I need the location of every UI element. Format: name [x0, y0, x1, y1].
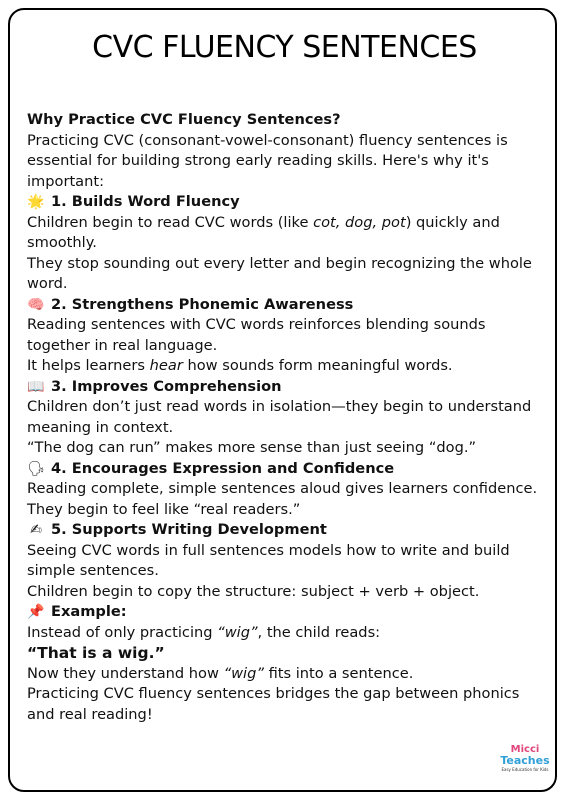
section-writing-development [27, 520, 547, 602]
section-text: “The dog can run” makes more sense than just seeing “dog.” [27, 439, 477, 456]
section-phonemic-awareness [27, 295, 547, 377]
section-text: Children don’t just read words in isolation—they begin to understand meaning in context. [27, 398, 532, 436]
speaking-head-icon: 🗣 [27, 460, 45, 477]
example-word: “wig” [217, 623, 258, 641]
emphasis-word: hear [149, 357, 183, 374]
intro-paragraph: Practicing CVC (consonant-vowel-consonant) fluency sentences is essential for building strong early reading skills. Here's why it's important: [27, 131, 508, 190]
star-icon: 🌟 [27, 194, 45, 211]
section-text: Reading complete, simple sentences aloud gives learners confidence. [27, 480, 538, 497]
logo-tagline: Easy Education for Kids [501, 767, 549, 772]
section-heading: 3. Improves Comprehension [51, 377, 282, 395]
example-quote: “That is a wig.” [27, 644, 165, 662]
example-words: cot, dog, pot [313, 213, 406, 231]
section-text: They stop sounding out every letter and begin recognizing the whole word. [27, 254, 532, 292]
example-text: Instead of only practicing “wig”, the child reads: [27, 623, 381, 641]
example-word: “wig” [223, 664, 264, 682]
section-text: Children begin to copy the structure: subject + verb + object. [27, 582, 480, 600]
article-body [27, 110, 547, 725]
example-heading: Example: [51, 603, 127, 620]
section-expression-confidence [27, 459, 547, 521]
book-icon: 📖 [27, 378, 45, 395]
section-text: Children begin to read CVC words (like cot, dog, pot) quickly and smoothly. [27, 213, 500, 251]
section-text: It helps learners hear how sounds form meaningful words. [27, 357, 453, 374]
writing-hand-icon: ✍ [30, 522, 42, 539]
logo-line-2: Teaches [500, 754, 550, 767]
brain-icon: 🧠 [27, 296, 45, 313]
section-heading: 2. Strengthens Phonemic Awareness [51, 295, 354, 313]
closing-text: Practicing CVC fluency sentences bridges the gap between phonics and real reading! [27, 685, 520, 723]
section-text: Seeing CVC words in full sentences models how to write and build simple sentences. [27, 541, 510, 579]
section-builds-word-fluency [27, 192, 547, 295]
logo-line-1: Micci [510, 744, 540, 755]
micci-teaches-logo [497, 744, 553, 788]
section-example [27, 602, 547, 725]
section-heading: 1. Builds Word Fluency [51, 193, 240, 210]
intro-heading: Why Practice CVC Fluency Sentences? [27, 111, 341, 128]
example-text: Now they understand how “wig” fits into a sentence. [27, 664, 414, 682]
section-comprehension [27, 377, 547, 459]
page-title: CVC FLUENCY SENTENCES [92, 30, 477, 65]
pushpin-icon: 📌 [27, 604, 45, 621]
section-heading: 4. Encourages Expression and Confidence [51, 459, 395, 477]
section-text: They begin to feel like “real readers.” [27, 500, 301, 518]
section-heading: 5. Supports Writing Development [51, 521, 327, 538]
section-text: Reading sentences with CVC words reinforces blending sounds together in real language. [27, 316, 486, 354]
